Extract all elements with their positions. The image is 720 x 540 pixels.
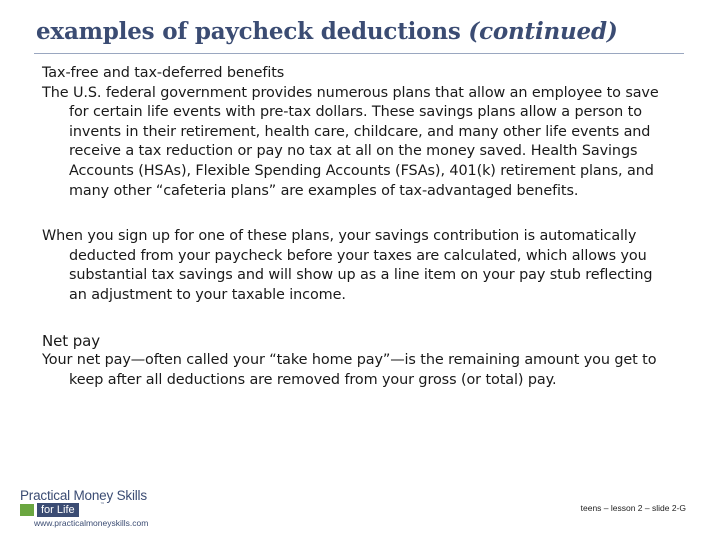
paragraph-net-pay: Your net pay—often called your “take home pay”—is the remaining amount you get to keep after all deductions are removed from your gross (or total) pay. [42, 352, 657, 388]
spacer [42, 201, 662, 227]
slide-title [36, 18, 618, 45]
paragraph-plan-signup: When you sign up for one of these plans, your savings contribution is automatically deducted from your paycheck before your taxes are calculated, which allows you substantial tax savings and will show up as a line item on your pay stub reflecting an adjustment to your taxable income. [42, 228, 653, 303]
title-suffix: (continued) [468, 18, 618, 45]
logo-text: Practical Money Skills [20, 488, 147, 503]
logo-url: www.practicalmoneyskills.com [34, 518, 149, 528]
brand-logo [20, 488, 170, 528]
logo-trademark: ™ [100, 502, 105, 508]
logo-mark-icon [20, 504, 34, 516]
spacer [42, 306, 662, 332]
logo-badge: for Life [37, 503, 79, 517]
section-heading-tax-free: Tax-free and tax-deferred benefits [42, 65, 285, 81]
slide-body [42, 64, 662, 390]
paragraph-tax-free-benefits: The U.S. federal government provides numerous plans that allow an employee to save for certain life events with pre-tax dollars. These savings plans allow a person to invents in their retirement, health care, childcare, and many other life events and receive a tax reduction or pay no tax at all on the money saved. Health Savings Accounts (HSAs), Flexible Spending Accounts (FSAs), 401(k) retirement plans, and many other “cafeteria plans” are examples of tax-advantaged benefits. [42, 84, 659, 199]
slide-reference: teens – lesson 2 – slide 2-G [580, 503, 686, 513]
section-heading-net-pay: Net pay [42, 331, 100, 350]
title-divider [34, 53, 684, 54]
title-main: examples of paycheck deductions [36, 18, 461, 45]
